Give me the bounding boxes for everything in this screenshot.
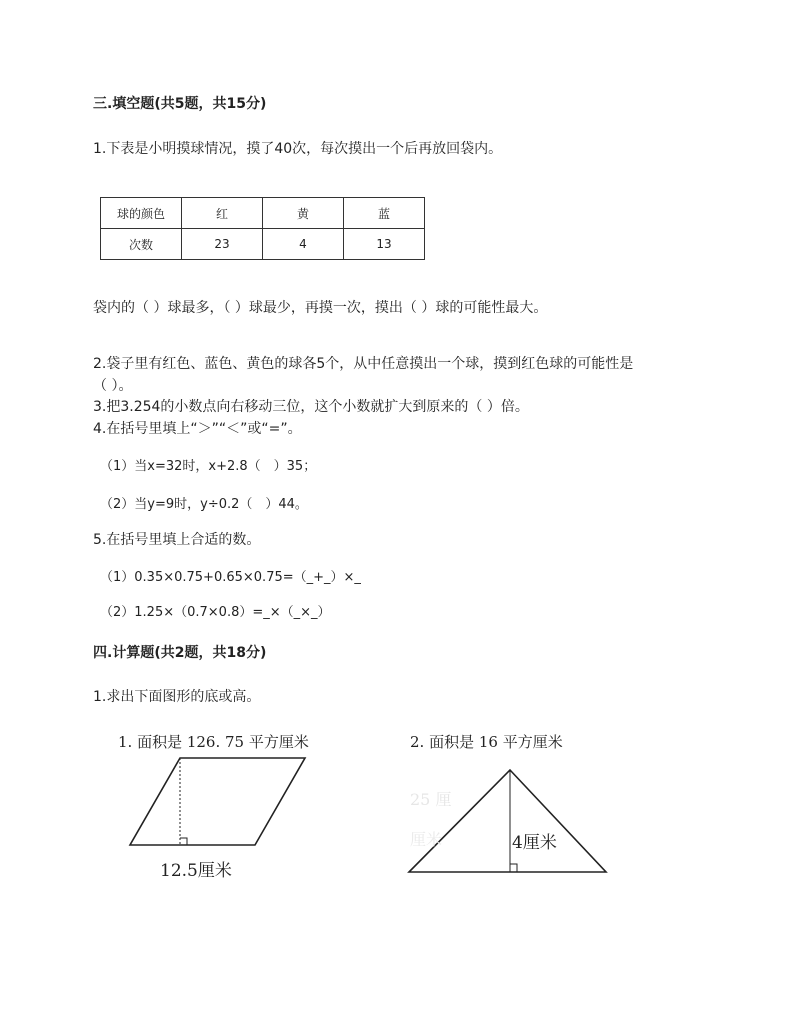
table-cell: 23 bbox=[182, 229, 263, 260]
q3: 3.把3.254的小数点向右移动三位，这个小数就扩大到原来的（ ）倍。 bbox=[93, 399, 529, 415]
q1-stem: 1.下表是小明摸球情况，摸了40次，每次摸出一个后再放回袋内。 bbox=[93, 141, 503, 157]
base-label: 12.5厘米 bbox=[160, 861, 232, 881]
q4-item1: （1）当x=32时，x+2.8（ ）35； bbox=[100, 459, 317, 474]
figure2-caption: 2. 面积是 16 平方厘米 bbox=[410, 733, 563, 751]
q5-stem: 5.在括号里填上合适的数。 bbox=[93, 532, 261, 548]
table-row bbox=[101, 229, 425, 260]
q2-line1: 2.袋子里有红色、蓝色、黄色的球各5个，从中任意摸出一个球，摸到红色球的可能性是 bbox=[93, 356, 634, 372]
table-cell: 球的颜色 bbox=[101, 198, 182, 229]
table-cell: 蓝 bbox=[344, 198, 425, 229]
q4-stem: 4.在括号里填上“＞”“＜”或“=”。 bbox=[93, 421, 302, 437]
section3-title: 三.填空题(共5题，共15分) bbox=[93, 96, 267, 112]
figure1-caption: 1. 面积是 126. 75 平方厘米 bbox=[118, 733, 309, 751]
table-cell: 次数 bbox=[101, 229, 182, 260]
ball-count-table bbox=[100, 197, 425, 260]
svg-text:25 厘: 25 厘 bbox=[410, 790, 452, 809]
table-cell: 黄 bbox=[263, 198, 344, 229]
svg-text:厘米: 厘米 bbox=[410, 830, 443, 849]
table-cell: 红 bbox=[182, 198, 263, 229]
q5-item2: （2）1.25×（0.7×0.8）=_×（_×_） bbox=[100, 605, 331, 620]
triangle-figure bbox=[400, 765, 615, 880]
q2-line2: （ ）。 bbox=[93, 378, 133, 394]
table-row bbox=[101, 198, 425, 229]
q4-item2: （2）当y=9时，y÷0.2（ ）44。 bbox=[100, 497, 308, 512]
table-cell: 13 bbox=[344, 229, 425, 260]
q1-answer-line: 袋内的（ ）球最多，（ ）球最少，再摸一次，摸出（ ）球的可能性最大。 bbox=[93, 300, 548, 316]
section4-q1-stem: 1.求出下面图形的底或高。 bbox=[93, 689, 261, 705]
q5-item1: （1）0.35×0.75+0.65×0.75=（_+_）×_ bbox=[100, 570, 361, 585]
table-cell: 4 bbox=[263, 229, 344, 260]
height-label: 4厘米 bbox=[512, 833, 557, 853]
section4-title: 四.计算题(共2题，共18分) bbox=[93, 645, 267, 661]
